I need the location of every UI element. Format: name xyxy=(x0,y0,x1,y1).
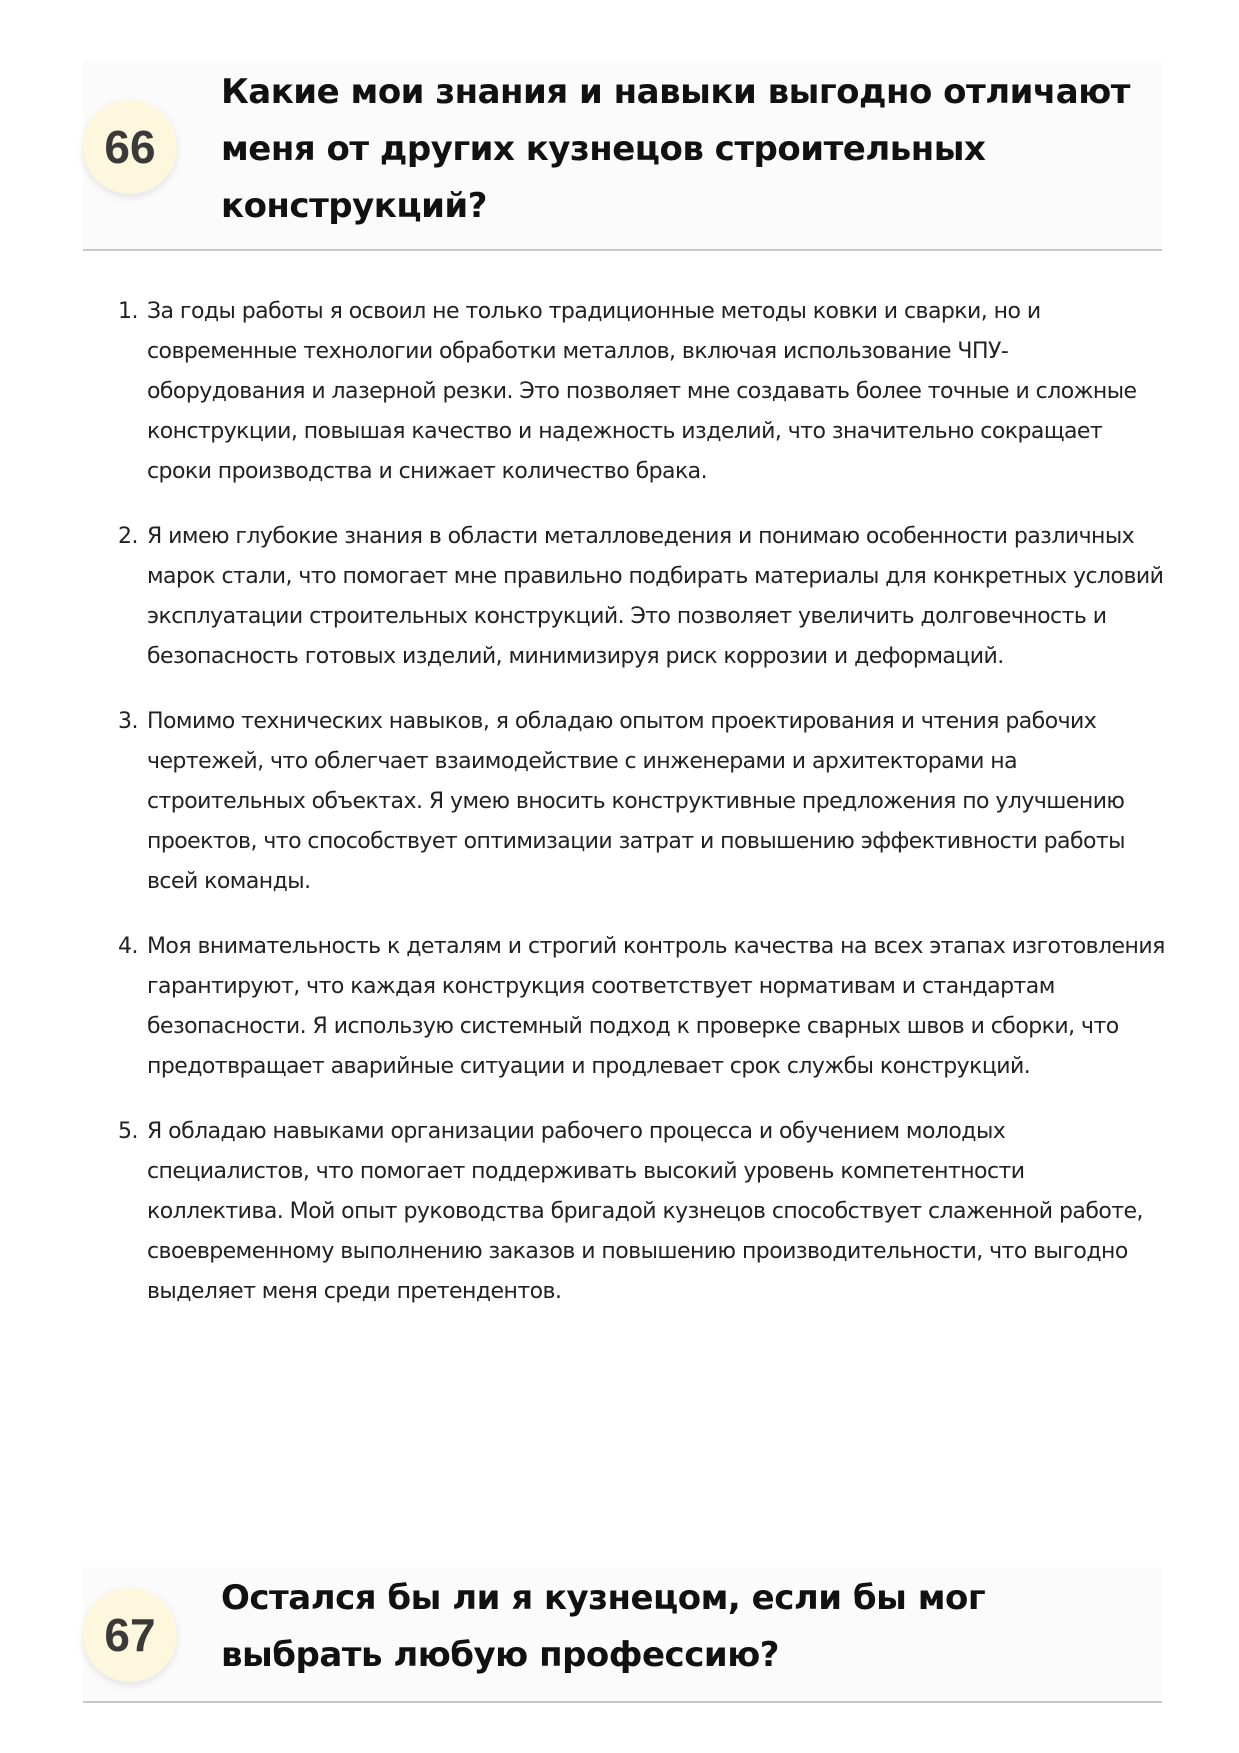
answer-marker: 5. xyxy=(118,1119,138,1144)
answer-text: Я обладаю навыками организации рабочего процесса и обучением молодых специалистов, что помогает поддерживать высокий уровень компетентности коллектива. Мой опыт руководства бригадой кузнецов способствует слаженной работе, своевременному выполнению заказов и повышению производительности, что выгодно выделяет меня среди претендентов. xyxy=(147,1119,1143,1304)
answer-list xyxy=(115,292,1165,1337)
answer-item xyxy=(115,927,1165,1087)
answer-text: Я имею глубокие знания в области металловедения и понимаю особенности различных марок стали, что помогает мне правильно подбирать материалы для конкретных условий эксплуатации строительных конструкций. Это позволяет увеличить долговечность и безопасность готовых изделий, минимизируя риск коррозии и деформаций. xyxy=(147,524,1164,669)
question-header xyxy=(83,60,1162,251)
answer-marker: 4. xyxy=(118,934,138,959)
answer-marker: 3. xyxy=(118,709,138,734)
question-number-badge: 66 xyxy=(83,100,177,194)
answer-text: Помимо технических навыков, я обладаю опытом проектирования и чтения рабочих чертежей, что облегчает взаимодействие с инженерами и архитекторами на строительных объектах. Я умею вносить конструктивные предложения по улучшению проектов, что способствует оптимизации затрат и повышению эффективности работы всей команды. xyxy=(147,709,1126,894)
answer-item xyxy=(115,1112,1165,1312)
answer-text: За годы работы я освоил не только традиционные методы ковки и сварки, но и современные технологии обработки металлов, включая использование ЧПУ-оборудования и лазерной резки. Это позволяет мне создавать более точные и сложные конструкции, повышая качество и надежность изделий, что значительно сокращает сроки производства и снижает количество брака. xyxy=(147,299,1137,484)
answer-text: Моя внимательность к деталям и строгий контроль качества на всех этапах изготовления гарантируют, что каждая конструкция соответствует нормативам и стандартам безопасности. Я использую системный подход к проверке сварных швов и сборки, что предотвращает аварийные ситуации и продлевает срок службы конструкций. xyxy=(147,934,1165,1079)
answer-marker: 1. xyxy=(118,299,138,324)
answer-marker: 2. xyxy=(118,524,138,549)
question-number-badge: 67 xyxy=(83,1588,177,1682)
question-header xyxy=(83,1567,1162,1703)
question-title: Какие мои знания и навыки выгодно отличают меня от других кузнецов строительных конструкций? xyxy=(221,72,1130,226)
answer-item xyxy=(115,292,1165,492)
question-title: Остался бы ли я кузнецом, если бы мог выбрать любую профессию? xyxy=(221,1578,986,1675)
answer-item xyxy=(115,517,1165,677)
answer-item xyxy=(115,702,1165,902)
